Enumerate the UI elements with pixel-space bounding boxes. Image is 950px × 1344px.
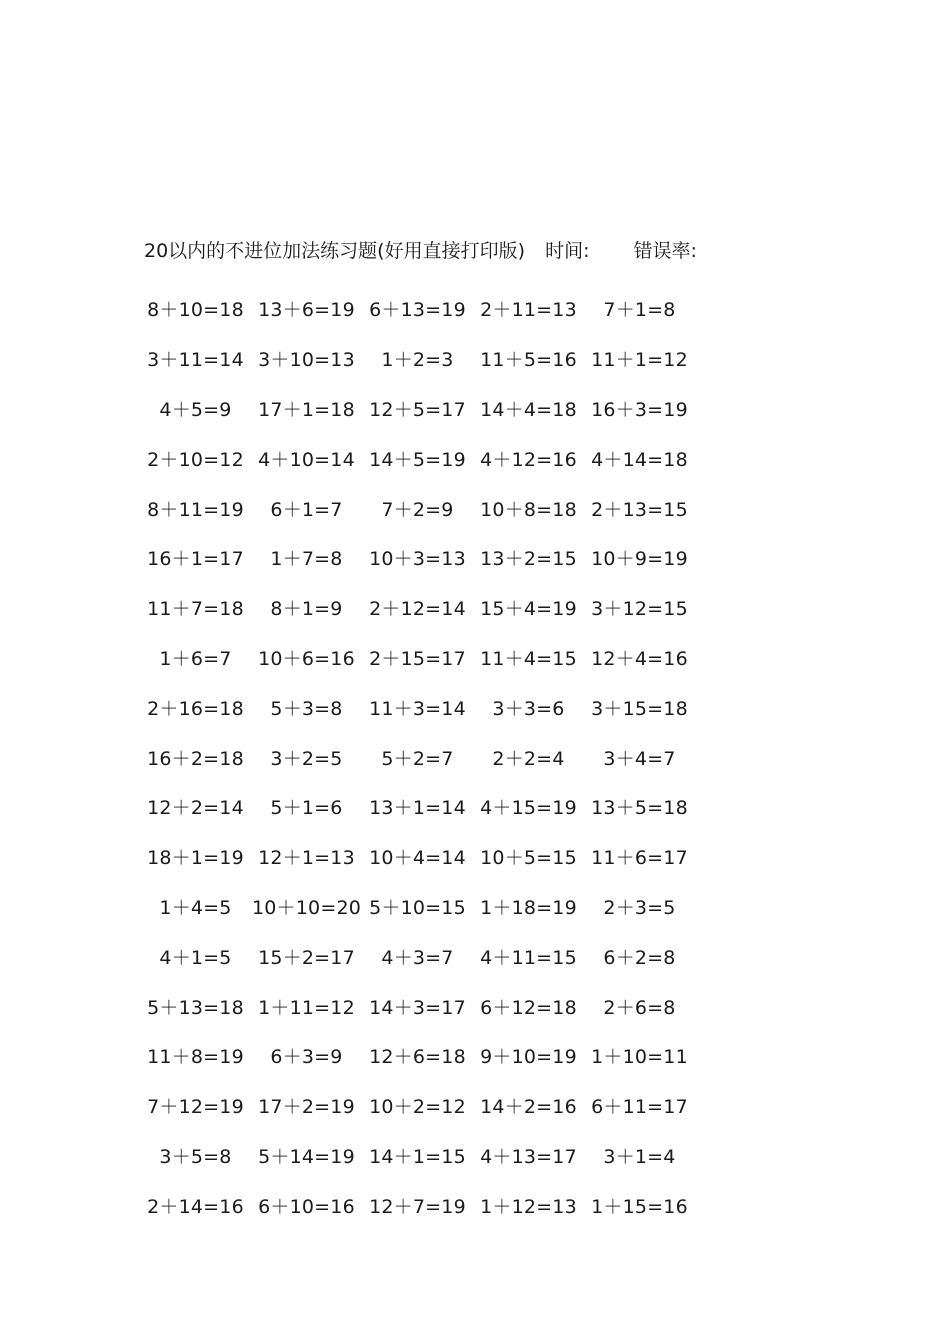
problem-item: 5＋13=18 [147,996,244,1019]
problem-item: 3＋5=8 [159,1145,232,1168]
problem-item: 4＋1=5 [159,946,232,969]
problem-item: 4＋12=16 [480,448,577,471]
problem-item: 4＋15=19 [480,797,577,820]
problem-item: 6＋11=17 [591,1096,688,1119]
problem-item: 1＋18=19 [480,896,577,919]
problem-item: 14＋4=18 [480,398,577,421]
problem-item: 6＋3=9 [270,1046,343,1069]
problem-item: 12＋2=14 [147,797,244,820]
problem-item: 14＋1=15 [369,1145,466,1168]
problem-item: 6＋1=7 [270,498,343,521]
problem-item: 14＋2=16 [480,1096,577,1119]
worksheet-heading [144,236,697,266]
problem-item: 18＋1=19 [147,847,244,870]
problem-item: 12＋5=17 [369,398,466,421]
problem-row [140,1031,700,1081]
problem-item: 14＋5=19 [369,448,466,471]
problem-item: 11＋8=19 [147,1046,244,1069]
problem-item: 8＋11=19 [147,498,244,521]
worksheet-title: 20以内的不进位加法练习题(好用直接打印版) [144,240,526,262]
problem-item: 3＋4=7 [603,747,676,770]
problem-item: 14＋3=17 [369,996,466,1019]
problem-row [140,981,700,1031]
problem-item: 10＋8=18 [480,498,577,521]
problem-item: 2＋16=18 [147,697,244,720]
problem-item: 13＋6=19 [258,299,355,322]
problem-row [140,1081,700,1131]
problem-item: 7＋2=9 [381,498,454,521]
problem-item: 11＋3=14 [369,697,466,720]
error-rate-label: 错误率: [633,240,697,262]
problem-row [140,583,700,633]
problem-item: 12＋4=16 [591,647,688,670]
problem-item: 11＋5=16 [480,349,577,372]
problem-item: 16＋2=18 [147,747,244,770]
problem-item: 11＋4=15 [480,647,577,670]
problem-item: 6＋12=18 [480,996,577,1019]
problem-item: 6＋10=16 [258,1195,355,1218]
problem-item: 16＋3=19 [591,398,688,421]
problem-item: 1＋15=16 [591,1195,688,1218]
problem-item: 3＋11=14 [147,349,244,372]
problem-item: 10＋6=16 [258,647,355,670]
problem-item: 15＋4=19 [480,598,577,621]
problem-row [140,433,700,483]
problem-item: 10＋10=20 [251,896,362,919]
problem-row [140,483,700,533]
problem-item: 4＋14=18 [591,448,688,471]
problem-item: 17＋2=19 [258,1096,355,1119]
problem-item: 10＋3=13 [369,548,466,571]
problem-item: 4＋5=9 [159,398,232,421]
problem-item: 12＋7=19 [369,1195,466,1218]
problem-item: 1＋4=5 [159,896,232,919]
problem-item: 1＋10=11 [591,1046,688,1069]
problem-item: 3＋2=5 [270,747,343,770]
problem-item: 1＋11=12 [258,996,355,1019]
problem-row [140,832,700,882]
problem-item: 3＋12=15 [591,598,688,621]
problem-item: 10＋2=12 [369,1096,466,1119]
problem-item: 9＋10=19 [480,1046,577,1069]
problem-item: 11＋1=12 [591,349,688,372]
problem-item: 1＋2=3 [381,349,454,372]
problem-row [140,732,700,782]
problem-row [140,682,700,732]
problem-row [140,1180,700,1230]
problem-item: 2＋10=12 [147,448,244,471]
problem-item: 2＋6=8 [603,996,676,1019]
problem-item: 6＋13=19 [369,299,466,322]
problem-item: 10＋5=15 [480,847,577,870]
problem-row [140,284,700,334]
problem-item: 8＋10=18 [147,299,244,322]
problem-item: 10＋9=19 [591,548,688,571]
problem-item: 2＋2=4 [492,747,565,770]
problem-row [140,1131,700,1181]
problem-item: 2＋13=15 [591,498,688,521]
problem-item: 2＋3=5 [603,896,676,919]
problem-row [140,782,700,832]
problem-item: 4＋11=15 [480,946,577,969]
problem-item: 2＋14=16 [147,1195,244,1218]
problem-item: 5＋2=7 [381,747,454,770]
problem-row [140,633,700,683]
problem-item: 12＋6=18 [369,1046,466,1069]
problem-item: 2＋12=14 [369,598,466,621]
problem-item: 1＋7=8 [270,548,343,571]
time-label: 时间: [545,240,590,262]
problem-item: 11＋6=17 [591,847,688,870]
problem-item: 3＋10=13 [258,349,355,372]
problem-item: 12＋1=13 [258,847,355,870]
problem-item: 13＋1=14 [369,797,466,820]
problem-item: 17＋1=18 [258,398,355,421]
problem-item: 13＋5=18 [591,797,688,820]
problem-item: 5＋1=6 [270,797,343,820]
problem-item: 16＋1=17 [147,548,244,571]
problem-item: 1＋12=13 [480,1195,577,1218]
problem-item: 2＋11=13 [480,299,577,322]
problem-row [140,533,700,583]
problem-item: 10＋4=14 [369,847,466,870]
problem-item: 4＋10=14 [258,448,355,471]
problem-item: 6＋2=8 [603,946,676,969]
problem-item: 3＋3=6 [492,697,565,720]
problem-item: 4＋3=7 [381,946,454,969]
problem-row [140,882,700,932]
problem-grid [140,284,700,1230]
problem-row [140,931,700,981]
problem-row [140,334,700,384]
problem-item: 2＋15=17 [369,647,466,670]
problem-item: 8＋1=9 [270,598,343,621]
problem-item: 7＋12=19 [147,1096,244,1119]
problem-item: 5＋3=8 [270,697,343,720]
problem-item: 7＋1=8 [603,299,676,322]
problem-item: 4＋13=17 [480,1145,577,1168]
problem-item: 11＋7=18 [147,598,244,621]
problem-item: 13＋2=15 [480,548,577,571]
problem-item: 3＋1=4 [603,1145,676,1168]
problem-item: 3＋15=18 [591,697,688,720]
problem-item: 15＋2=17 [258,946,355,969]
problem-item: 5＋10=15 [369,896,466,919]
problem-row [140,384,700,434]
problem-item: 5＋14=19 [258,1145,355,1168]
problem-item: 1＋6=7 [159,647,232,670]
